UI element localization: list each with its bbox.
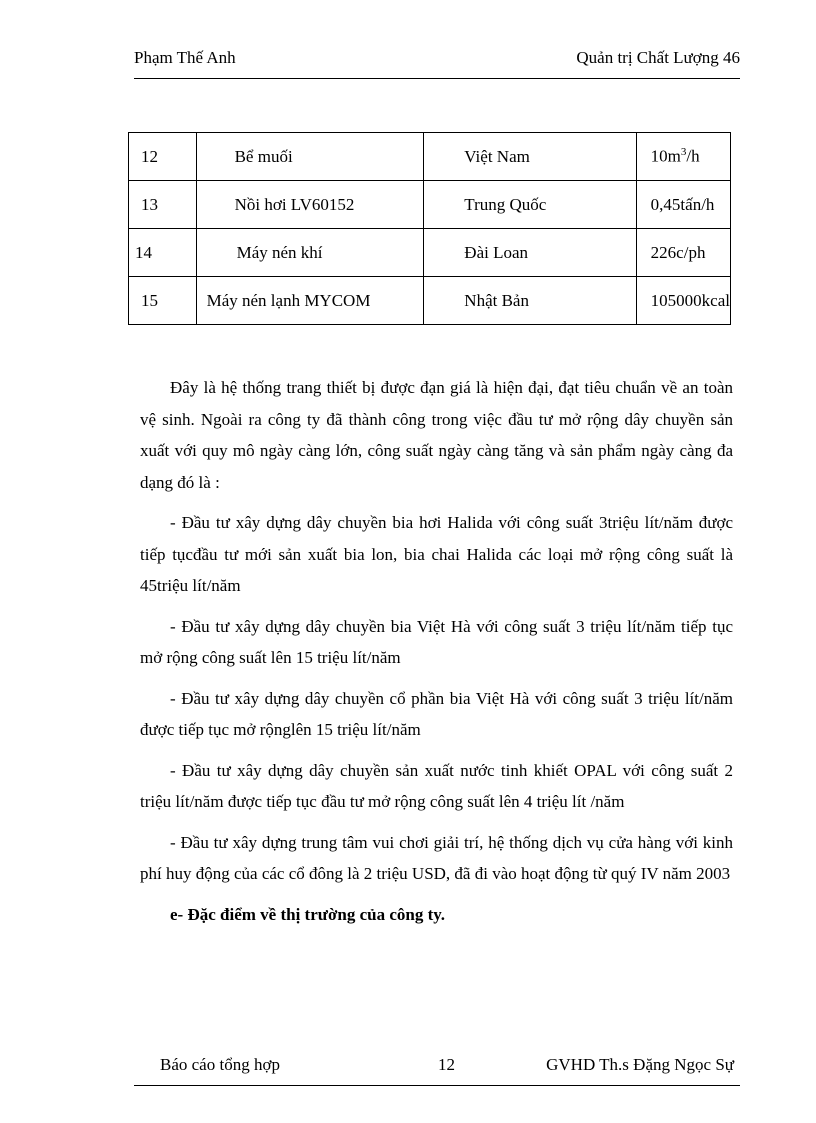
section-heading: e- Đặc điểm về thị trường của công ty.: [170, 904, 446, 924]
header-author: Phạm Thế Anh: [134, 48, 236, 67]
equipment-origin: Nhật Bản: [424, 277, 636, 325]
table-row: [129, 133, 731, 181]
equipment-name: Máy nén khí: [196, 229, 424, 277]
equipment-capacity: [636, 133, 730, 181]
capacity-unit: /h: [686, 146, 700, 166]
page-number: 12: [438, 1055, 455, 1074]
body-text: [140, 372, 733, 939]
paragraph-bullet-halida: - Đầu tư xây dựng dây chuyền bia hơi Halida với công suất 3triệu lít/năm được tiếp tụcđầu tư mới sản xuất bia lon, bia chai Halida các loại mở rộng công suất là 45triệu lít/năm: [140, 513, 733, 595]
paragraph-bullet-entertainment: - Đầu tư xây dựng trung tâm vui chơi giải trí, hệ thống dịch vụ cửa hàng với kinh phí huy động của các cổ đông là 2 triệu USD, đã đi vào hoạt động từ quý IV năm 2003: [140, 832, 733, 883]
capacity-value: 10m: [650, 146, 681, 166]
paragraph-bullet-opal: - Đầu tư xây dựng dây chuyền sản xuất nước tinh khiết OPAL với công suất 2 triệu lít/năm được tiếp tục đầu tư mở rộng công suất lên 4 triệu lít /năm: [140, 760, 733, 811]
page-header: [134, 48, 740, 79]
paragraph-intro: Đây là hệ thống trang thiết bị được đạn giá là hiện đại, đạt tiêu chuẩn về an toàn vệ sinh. Ngoài ra công ty đã thành công trong việc đầu tư mở rộng dây chuyền sản xuất với quy mô ngày càng lớn, công suất ngày càng tăng và sản phẩm ngày càng đa dạng đó là :: [140, 378, 733, 492]
page-footer: [134, 1055, 740, 1086]
equipment-capacity: 0,45tấn/h: [636, 181, 730, 229]
equipment-origin: Việt Nam: [424, 133, 636, 181]
capacity-superscript: 3: [680, 146, 687, 159]
footer-advisor: GVHD Th.s Đặng Ngọc Sự: [546, 1055, 734, 1074]
table-row: [129, 181, 731, 229]
row-number: 15: [129, 277, 197, 325]
equipment-table: [128, 132, 731, 325]
row-number: 12: [129, 133, 197, 181]
paragraph-bullet-viet-ha-joint: - Đầu tư xây dựng dây chuyền cổ phần bia Việt Hà với công suất 3 triệu lít/năm được tiếp tục mở rộnglên 15 triệu lít/năm: [140, 688, 733, 739]
equipment-capacity: 226c/ph: [636, 229, 730, 277]
equipment-origin: Trung Quốc: [424, 181, 636, 229]
row-number: 13: [129, 181, 197, 229]
equipment-name: Nồi hơi LV60152: [196, 181, 424, 229]
row-number: 14: [129, 229, 197, 277]
equipment-name: Bể muối: [196, 133, 424, 181]
table-row: [129, 277, 731, 325]
table-row: [129, 229, 731, 277]
header-class: Quản trị Chất Lượng 46: [576, 48, 740, 67]
equipment-capacity: 105000kcal: [636, 277, 730, 325]
paragraph-bullet-viet-ha: - Đầu tư xây dựng dây chuyền bia Việt Hà với công suất 3 triệu lít/năm tiếp tục mở rộng công suất lên 15 triệu lít/năm: [140, 616, 733, 667]
footer-report-title: Báo cáo tổng hợp: [160, 1055, 280, 1074]
equipment-name: Máy nén lạnh MYCOM: [196, 277, 424, 325]
equipment-origin: Đài Loan: [424, 229, 636, 277]
